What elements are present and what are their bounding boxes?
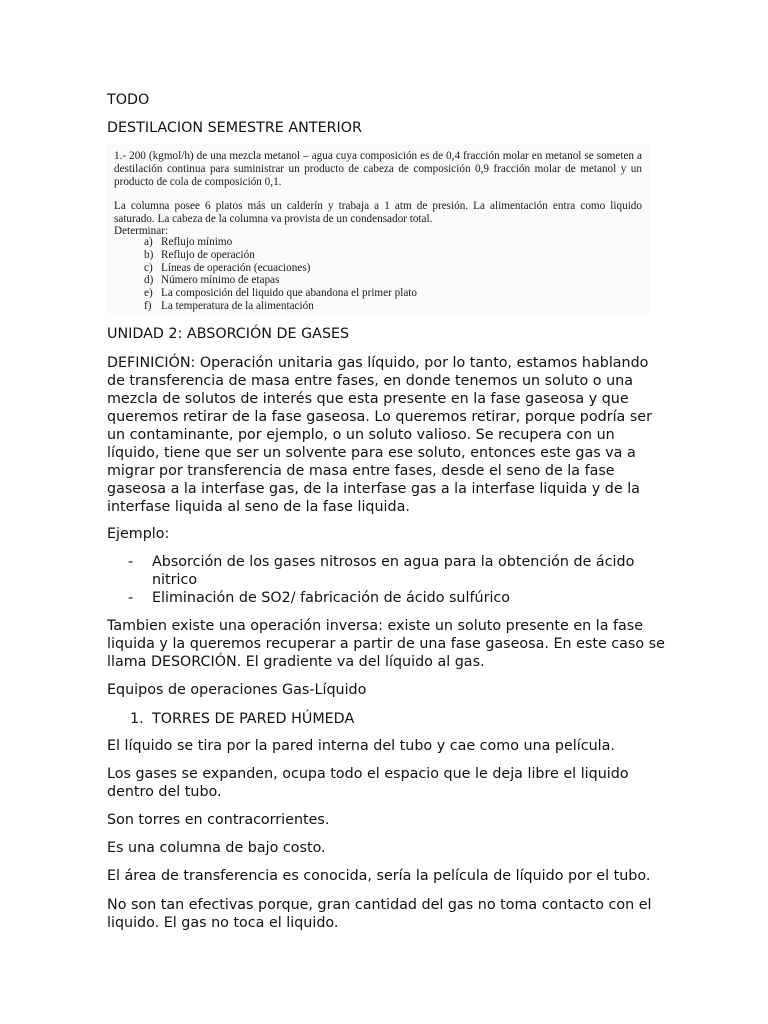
- heading-destilacion: DESTILACION SEMESTRE ANTERIOR: [107, 120, 362, 136]
- equipos-paragraph: Equipos de operaciones Gas-Líquido: [107, 682, 367, 698]
- list-item: [144, 274, 417, 287]
- definicion-paragraph: DEFINICIÓN: Operación unitaria gas líquido, por lo tanto, estamos hablando de transferencia de masa entre fases, en donde tenemos un soluto o una mezcla de solutos de interés que esta presente en la fase gaseosa y que queremos retirar de la fase gaseosa. Lo queremos retirar, porque podría ser un contaminante, por ejemplo, o un soluto valioso. Se recupera con un líquido, tiene que ser un solvente para ese soluto, entonces este gas va a migrar por transferencia de masa entre fases, desde el seno de la fase gaseosa a la interfase gas, de la interfase gas a la interfase liquida y de la interfase liquida al seno de la fase liquida.: [107, 355, 652, 515]
- efectivas-paragraph: No son tan efectivas porque, gran cantidad del gas no toma contacto con el liquido. El gas no toca el liquido.: [107, 897, 652, 931]
- ejemplo-label: Ejemplo:: [107, 526, 170, 542]
- list-item: [128, 589, 668, 607]
- area-paragraph: El área de transferencia es conocida, sería la película de líquido por el tubo.: [107, 868, 651, 884]
- liquido-paragraph: El líquido se tira por la pared interna del tubo y cae como una película.: [107, 738, 615, 754]
- list-item: [130, 710, 354, 728]
- problem-paragraph-1: 1.- 200 (kgmol/h) de una mezcla metanol – agua cuya composición es de 0,4 fracción molar en metanol se someten a destilación continua para suministrar un producto de cabeza de composición 0,9 fracción molar de metanol y un producto de cola de composición 0,1.: [114, 150, 642, 188]
- list-item: [144, 236, 417, 249]
- item-label: c): [144, 261, 153, 274]
- heading-unidad: UNIDAD 2: ABSORCIÓN DE GASES: [107, 326, 350, 342]
- ejemplo-text: Eliminación de SO2/ fabricación de ácido sulfúrico: [152, 590, 511, 606]
- item-text: Líneas de operación (ecuaciones): [161, 261, 311, 274]
- bullet-dash: -: [128, 590, 134, 606]
- equipos-numbered-list: [130, 710, 354, 728]
- item-label: f): [144, 299, 152, 312]
- item-label: b): [144, 248, 154, 261]
- bullet-dash: -: [128, 554, 134, 570]
- desorcion-paragraph: Tambien existe una operación inversa: existe un soluto presente en la fase liquida y la queremos recuperar a partir de una fase gaseosa. En este caso se llama DESORCIÓN. El gradiente va del líquido al gas.: [107, 618, 665, 670]
- costo-paragraph: Es una columna de bajo costo.: [107, 840, 326, 856]
- item-label: a): [144, 236, 153, 248]
- heading-todo: TODO: [107, 92, 150, 108]
- item-text: Número mínimo de etapas: [161, 274, 280, 287]
- ejemplo-text: Absorción de los gases nitrosos en agua para la obtención de ácido nitrico: [152, 554, 635, 588]
- list-item: [144, 300, 417, 313]
- item-label: d): [144, 274, 154, 287]
- item-text: Reflujo de operación: [161, 248, 255, 261]
- problem-paragraph-2: La columna posee 6 platos más un calderín y trabaja a 1 atm de presión. La alimentación entra como liquido saturado. La cabeza de la columna va provista de un condensador total.: [114, 200, 642, 225]
- item-text: TORRES DE PARED HÚMEDA: [152, 711, 355, 727]
- item-text: Reflujo mínimo: [161, 236, 233, 248]
- item-text: La composición del liquido que abandona el primer plato: [161, 287, 417, 300]
- list-item: [144, 262, 417, 275]
- list-item: [144, 249, 417, 262]
- list-item: [144, 287, 417, 300]
- item-label: e): [144, 287, 153, 300]
- problem-items-list: [144, 236, 417, 313]
- ejemplos-list: [128, 553, 668, 607]
- item-text: La temperatura de la alimentación: [161, 299, 314, 312]
- torres-paragraph: Son torres en contracorrientes.: [107, 812, 330, 828]
- item-number: 1.: [130, 711, 144, 727]
- gases-paragraph: Los gases se expanden, ocupa todo el espacio que le deja libre el liquido dentro del tubo.: [107, 766, 629, 800]
- problem-determinar: Determinar:: [114, 225, 169, 237]
- list-item: [128, 553, 668, 589]
- scanned-problem-image: [106, 144, 650, 314]
